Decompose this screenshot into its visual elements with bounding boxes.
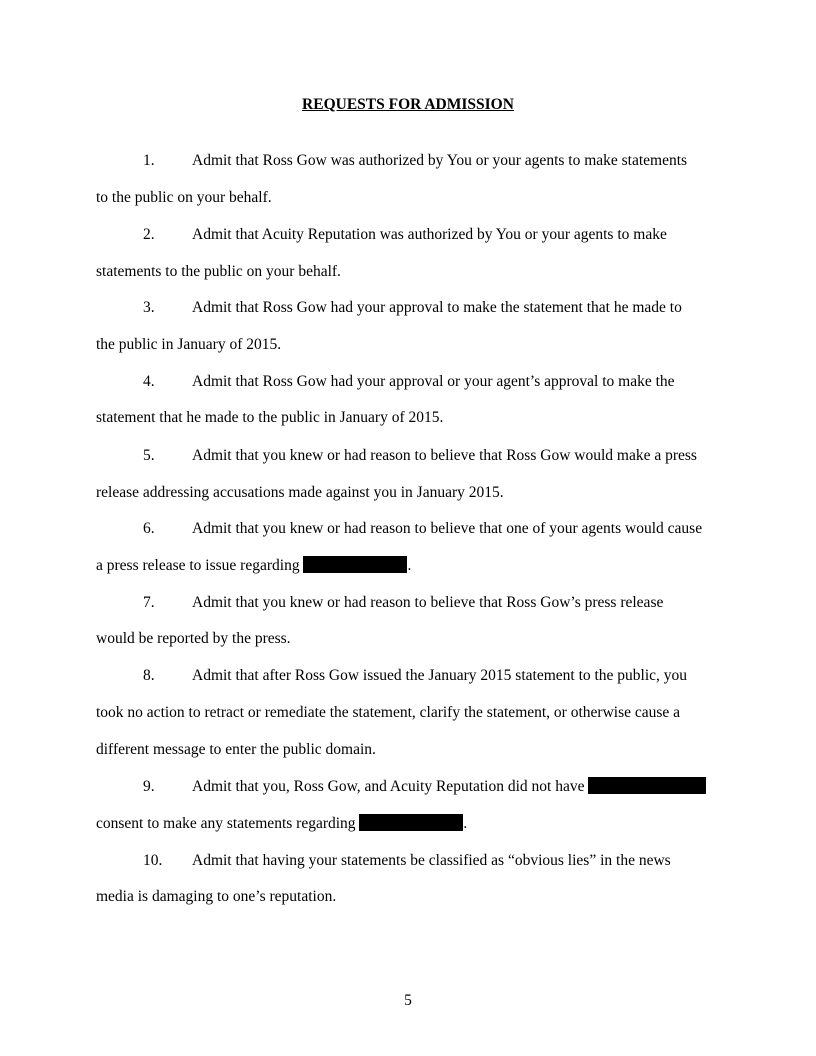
request-text-line: media is damaging to one’s reputation. [96, 888, 337, 905]
request-text-segment: a press release to issue regarding [96, 557, 300, 574]
request-number: 3. [143, 299, 155, 316]
document-title: REQUESTS FOR ADMISSION [302, 96, 514, 113]
request-number: 4. [143, 373, 155, 390]
request-number: 10. [143, 852, 163, 869]
request-number: 5. [143, 447, 155, 464]
request-text-line: Admit that you knew or had reason to believe that Ross Gow’s press release [192, 594, 664, 611]
request-number: 6. [143, 520, 155, 537]
request-text-segment: consent to make any statements regarding [96, 815, 356, 832]
request-text-line: took no action to retract or remediate the statement, clarify the statement, or otherwise cause a [96, 704, 681, 721]
request-text-line: Admit that Ross Gow was authorized by You or your agents to make statements [192, 152, 688, 169]
request-text-line [96, 556, 411, 576]
request-number: 8. [143, 667, 155, 684]
request-text-line: Admit that Ross Gow had your approval to make the statement that he made to [192, 299, 682, 316]
request-text-line [96, 814, 467, 834]
request-text-segment: . [463, 815, 468, 832]
request-text-line: statement that he made to the public in January of 2015. [96, 409, 444, 426]
request-number: 9. [143, 778, 155, 795]
request-text-line: statements to the public on your behalf. [96, 263, 341, 280]
request-text-line: Admit that you knew or had reason to believe that one of your agents would cause [192, 520, 703, 537]
request-text-segment: . [407, 557, 412, 574]
redaction-block [303, 556, 407, 573]
request-number: 7. [143, 594, 155, 611]
request-text-line [192, 777, 706, 797]
request-text-line: the public in January of 2015. [96, 336, 282, 353]
request-number: 2. [143, 226, 155, 243]
request-text-segment: Admit that you, Ross Gow, and Acuity Reputation did not have [192, 778, 585, 795]
request-text-line: release addressing accusations made against you in January 2015. [96, 484, 504, 501]
page-number: 5 [404, 992, 412, 1009]
request-number: 1. [143, 152, 155, 169]
request-text-line: to the public on your behalf. [96, 189, 272, 206]
request-text-line: Admit that having your statements be classified as “obvious lies” in the news [192, 852, 671, 869]
request-text-line: would be reported by the press. [96, 630, 291, 647]
request-text-line: Admit that Acuity Reputation was authorized by You or your agents to make [192, 226, 667, 243]
request-text-line: Admit that after Ross Gow issued the January 2015 statement to the public, you [192, 667, 688, 684]
redaction-block [588, 777, 706, 794]
request-text-line: Admit that Ross Gow had your approval or your agent’s approval to make the [192, 373, 675, 390]
redaction-block [359, 814, 463, 831]
request-text-line: different message to enter the public domain. [96, 741, 376, 758]
request-text-line: Admit that you knew or had reason to believe that Ross Gow would make a press [192, 447, 697, 464]
